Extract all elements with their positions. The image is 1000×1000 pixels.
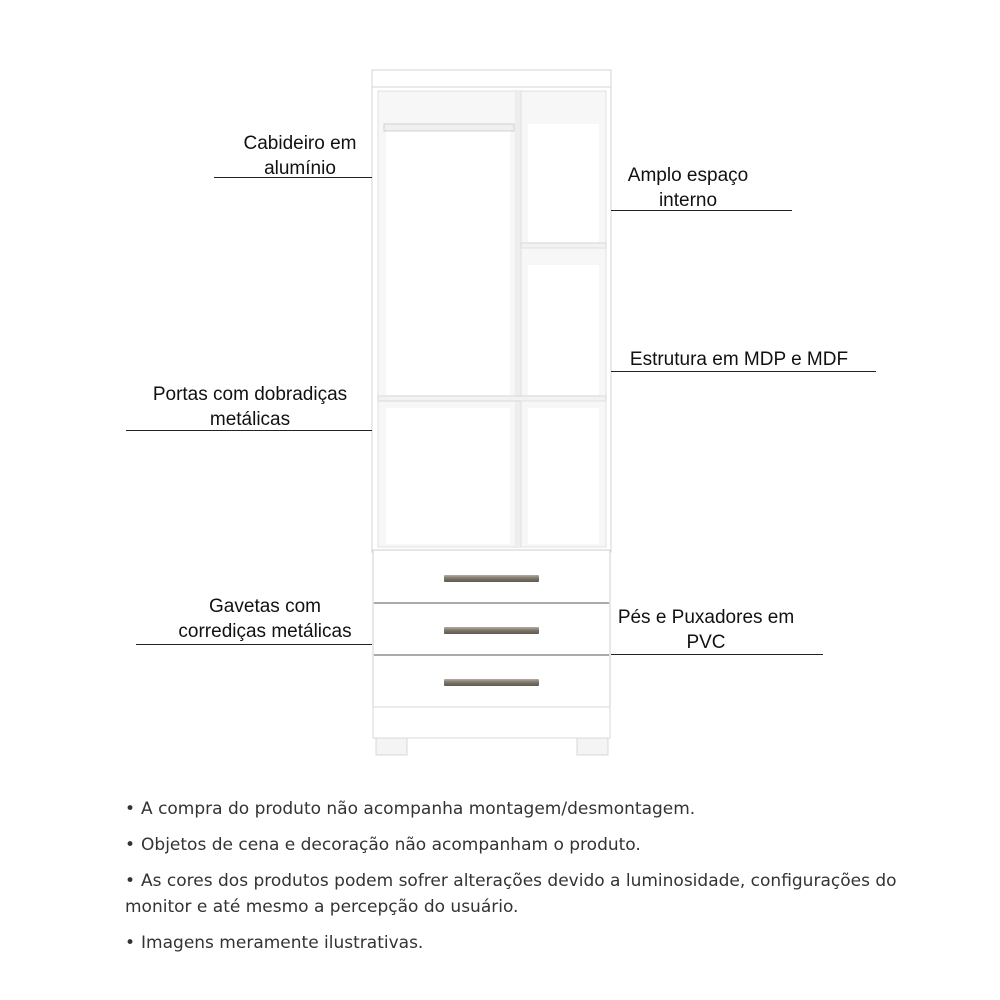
- foot-left: [376, 738, 407, 755]
- callout-line-portas: [126, 430, 372, 431]
- drawer-handle-2: [444, 627, 539, 634]
- callout-cabideiro: Cabideiro em alumínio: [243, 133, 357, 179]
- bullet: •: [125, 799, 136, 819]
- drawer-handle-3: [444, 679, 539, 686]
- callout-line-amplo: [611, 210, 792, 211]
- callout-line-cabideiro: [214, 177, 372, 178]
- middle-shelf: [378, 396, 606, 401]
- note-item: • As cores dos produtos podem sofrer alterações devido a luminosidade, configurações do monitor e até mesmo a percepção do usuário.: [125, 871, 897, 917]
- note-item: • Imagens meramente ilustrativas.: [125, 933, 424, 953]
- callout-line-estrutura: [611, 371, 876, 372]
- callout-line-pes: [611, 654, 823, 655]
- notes-list: [125, 796, 915, 966]
- callout-gavetas: Gavetas com corrediças metálicas: [178, 596, 352, 642]
- foot-right: [577, 738, 608, 755]
- callout-pes: Pés e Puxadores em PVC: [617, 607, 795, 653]
- callout-amplo: Amplo espaço interno: [627, 165, 749, 211]
- note-item: • A compra do produto não acompanha montagem/desmontagem.: [125, 799, 696, 819]
- note-item: • Objetos de cena e decoração não acompanham o produto.: [125, 835, 641, 855]
- hanging-rail: [384, 124, 514, 131]
- bullet: •: [125, 933, 136, 953]
- drawer-handle-1: [444, 575, 539, 582]
- callout-portas: Portas com dobradiças metálicas: [152, 384, 348, 430]
- callout-line-gavetas: [136, 644, 372, 645]
- bullet: •: [125, 835, 136, 855]
- wardrobe-top: [372, 70, 611, 87]
- callout-estrutura: Estrutura em MDP e MDF: [629, 349, 849, 370]
- bullet: •: [125, 871, 136, 891]
- right-shelf-1: [521, 243, 606, 248]
- wardrobe-base: [373, 707, 610, 738]
- center-divider: [516, 90, 521, 548]
